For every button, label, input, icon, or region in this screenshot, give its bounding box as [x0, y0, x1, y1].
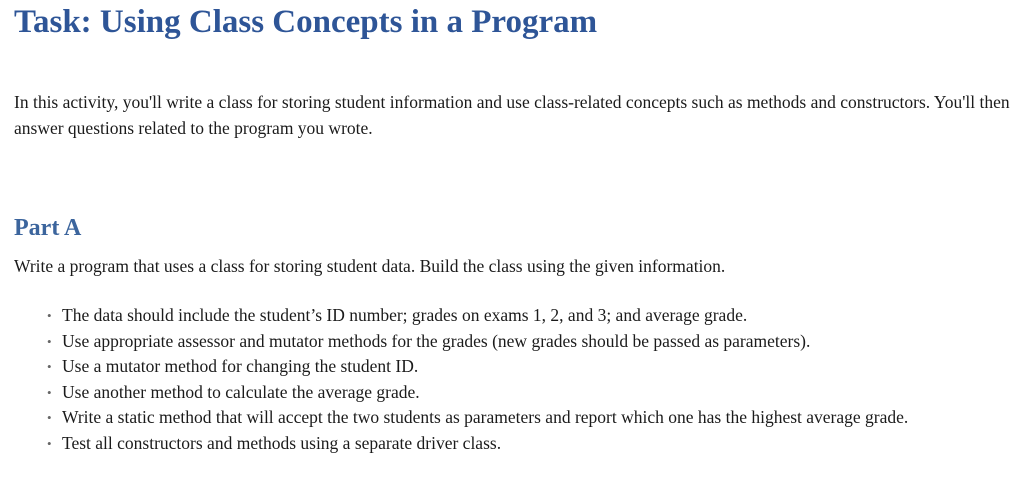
list-item [47, 380, 1002, 406]
page-title: Task: Using Class Concepts in a Program [14, 4, 598, 40]
bullet-icon: • [47, 333, 52, 349]
list-item [47, 431, 1002, 457]
list-item [47, 329, 1002, 355]
list-item [47, 354, 1002, 380]
bullet-icon: • [47, 410, 52, 425]
list-item-text: Use a mutator method for changing the student ID. [62, 356, 419, 376]
intro-paragraph: In this activity, you'll write a class for storing student information and use class-related concepts such as methods and constructors. You'll then answer questions related to the program you wrote. [14, 92, 1010, 138]
list-item-text: Use another method to calculate the average grade. [62, 381, 420, 402]
list-item-text: Use appropriate assessor and mutator methods for the grades (new grades should be passed as parameters). [62, 330, 811, 351]
requirements-list [47, 303, 1002, 456]
list-item [47, 405, 1002, 431]
list-item-text: Write a static method that will accept the two students as parameters and report which one has the highest average grade. [62, 407, 909, 427]
part-a-description: Write a program that uses a class for storing student data. Build the class using the given information. [14, 256, 726, 276]
bullet-icon: • [47, 308, 52, 323]
bullet-icon: • [47, 435, 52, 451]
list-item-text: The data should include the student’s ID number; grades on exams 1, 2, and 3; and average grade. [62, 305, 748, 325]
list-item [47, 303, 1002, 329]
bullet-icon: • [47, 359, 52, 374]
list-item-text: Test all constructors and methods using a separate driver class. [62, 432, 502, 453]
bullet-icon: • [47, 384, 52, 400]
part-a-heading: Part A [14, 215, 82, 241]
